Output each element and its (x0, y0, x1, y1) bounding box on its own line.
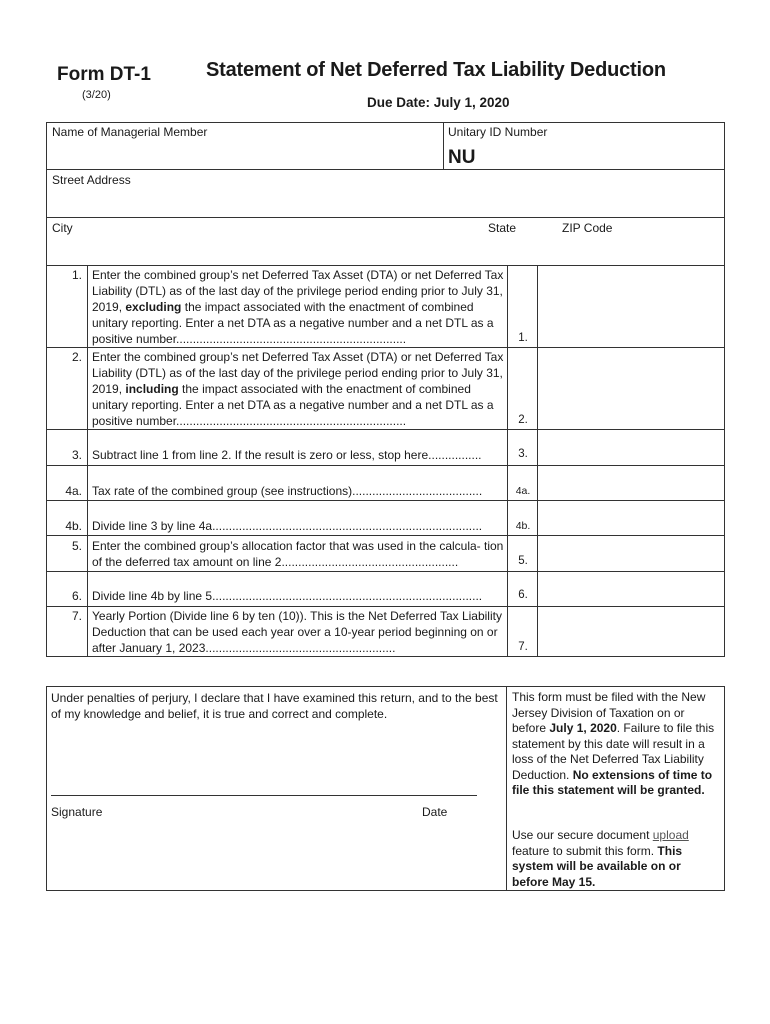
line-number: 4a. (65, 484, 82, 498)
line-7-text: Yearly Portion (Divide line 6 by ten (10)). This is the Net Deferred Tax Liability Deduction that can be used each year over a 10-year period beginning on or after January 1, 2023......................................................... (92, 609, 502, 655)
state-field[interactable] (484, 238, 544, 263)
line-7-amount-field[interactable] (540, 609, 722, 654)
unitary-id-prefix: NU (448, 147, 476, 168)
line-number: 2. (71, 350, 82, 364)
managerial-member-field[interactable] (48, 142, 440, 167)
divider (46, 429, 725, 430)
line-ref: 4b. (515, 520, 531, 532)
line-4a-amount-field[interactable] (540, 468, 722, 497)
line-2-amount-field[interactable] (540, 350, 722, 426)
line-number: 1. (71, 268, 82, 282)
line-6-text: Divide line 4b by line 5................................................................................. (92, 589, 483, 603)
divider (46, 217, 725, 218)
line-ref: 2. (518, 414, 528, 426)
line-ref: 7. (518, 641, 528, 653)
line-ref: 4a. (515, 485, 531, 497)
divider (443, 122, 444, 170)
form-id: Form DT-1 (57, 64, 151, 85)
managerial-member-label: Name of Managerial Member (52, 125, 208, 139)
line-5-text: Enter the combined group’s allocation factor that was used in the calcula- tion of the deferred tax amount on line 2..................................................... (92, 539, 504, 569)
line-4a-text: Tax rate of the combined group (see instructions)....................................... (92, 484, 483, 498)
city-label: City (52, 221, 73, 235)
street-address-label: Street Address (52, 173, 131, 187)
divider (46, 347, 725, 348)
line-3-text: Subtract line 1 from line 2. If the result is zero or less, stop here................ (92, 448, 482, 462)
line-number: 5. (71, 539, 82, 553)
state-label: State (488, 221, 517, 235)
signature-line (51, 795, 477, 796)
line-4b-text: Divide line 3 by line 4a................................................................................. (92, 519, 483, 533)
date-label: Date (422, 805, 448, 819)
line-ref: 3. (518, 448, 528, 460)
signature-field[interactable] (50, 760, 475, 794)
line-4b-amount-field[interactable] (540, 503, 722, 532)
upload-link[interactable]: upload (652, 828, 689, 842)
divider (46, 500, 725, 501)
form-revision: (3/20) (82, 89, 111, 101)
page-title: Statement of Net Deferred Tax Liability Deduction (206, 59, 666, 81)
divider (87, 265, 88, 657)
line-2-text: Enter the combined group’s net Deferred Tax Asset (DTA) or net Deferred Tax Liability (DTL) as of the last day of the privilege period ending prior to July 31, 2019, including the impact associated with the enactment of combined unitary reporting. Enter a net DTA as a negative number and a net DTL as a positive number..................................................................... (92, 350, 504, 428)
unitary-id-label: Unitary ID Number (448, 125, 548, 139)
street-address-field[interactable] (48, 190, 720, 215)
line-number: 6. (71, 589, 82, 603)
line-6-amount-field[interactable] (540, 574, 722, 603)
city-field[interactable] (48, 238, 468, 263)
unitary-id-field[interactable] (480, 142, 720, 167)
line-ref: 6. (518, 589, 528, 601)
zip-code-field[interactable] (558, 238, 718, 263)
divider (46, 465, 725, 466)
line-number: 3. (71, 448, 82, 462)
line-5-amount-field[interactable] (540, 538, 722, 568)
divider (46, 535, 725, 536)
line-number: 7. (71, 609, 82, 623)
line-3-amount-field[interactable] (540, 432, 722, 462)
divider (506, 686, 507, 891)
due-date: Due Date: July 1, 2020 (367, 95, 510, 110)
perjury-declaration: Under penalties of perjury, I declare that I have examined this return, and to the best of my knowledge and belief, it is true and correct and complete. (51, 691, 498, 721)
line-1-text: Enter the combined group’s net Deferred Tax Asset (DTA) or net Deferred Tax Liability (DTL) as of the last day of the privilege period ending prior to July 31, 2019, excluding the impact associated with the enactment of combined unitary reporting. Enter a net DTA as a negative number and a net DTL as a positive number..................................................................... (92, 268, 504, 346)
line-1-amount-field[interactable] (540, 268, 722, 344)
line-ref: 5. (518, 555, 528, 567)
signature-label: Signature (51, 805, 103, 819)
line-number: 4b. (65, 519, 82, 533)
zip-code-label: ZIP Code (562, 221, 613, 235)
divider (46, 606, 725, 607)
line-ref: 1. (518, 332, 528, 344)
upload-note: Use our secure document upload feature to submit this form. This system will be available on or before May 15. (512, 828, 689, 889)
divider (46, 169, 725, 170)
divider (46, 571, 725, 572)
filing-deadline-note: This form must be filed with the New Jersey Division of Taxation on or before July 1, 2020. Failure to file this statement by this date will result in a loss of the Net Deferred Tax Liability Deduction. No extensions of time to file this statement will be granted. (512, 690, 715, 797)
